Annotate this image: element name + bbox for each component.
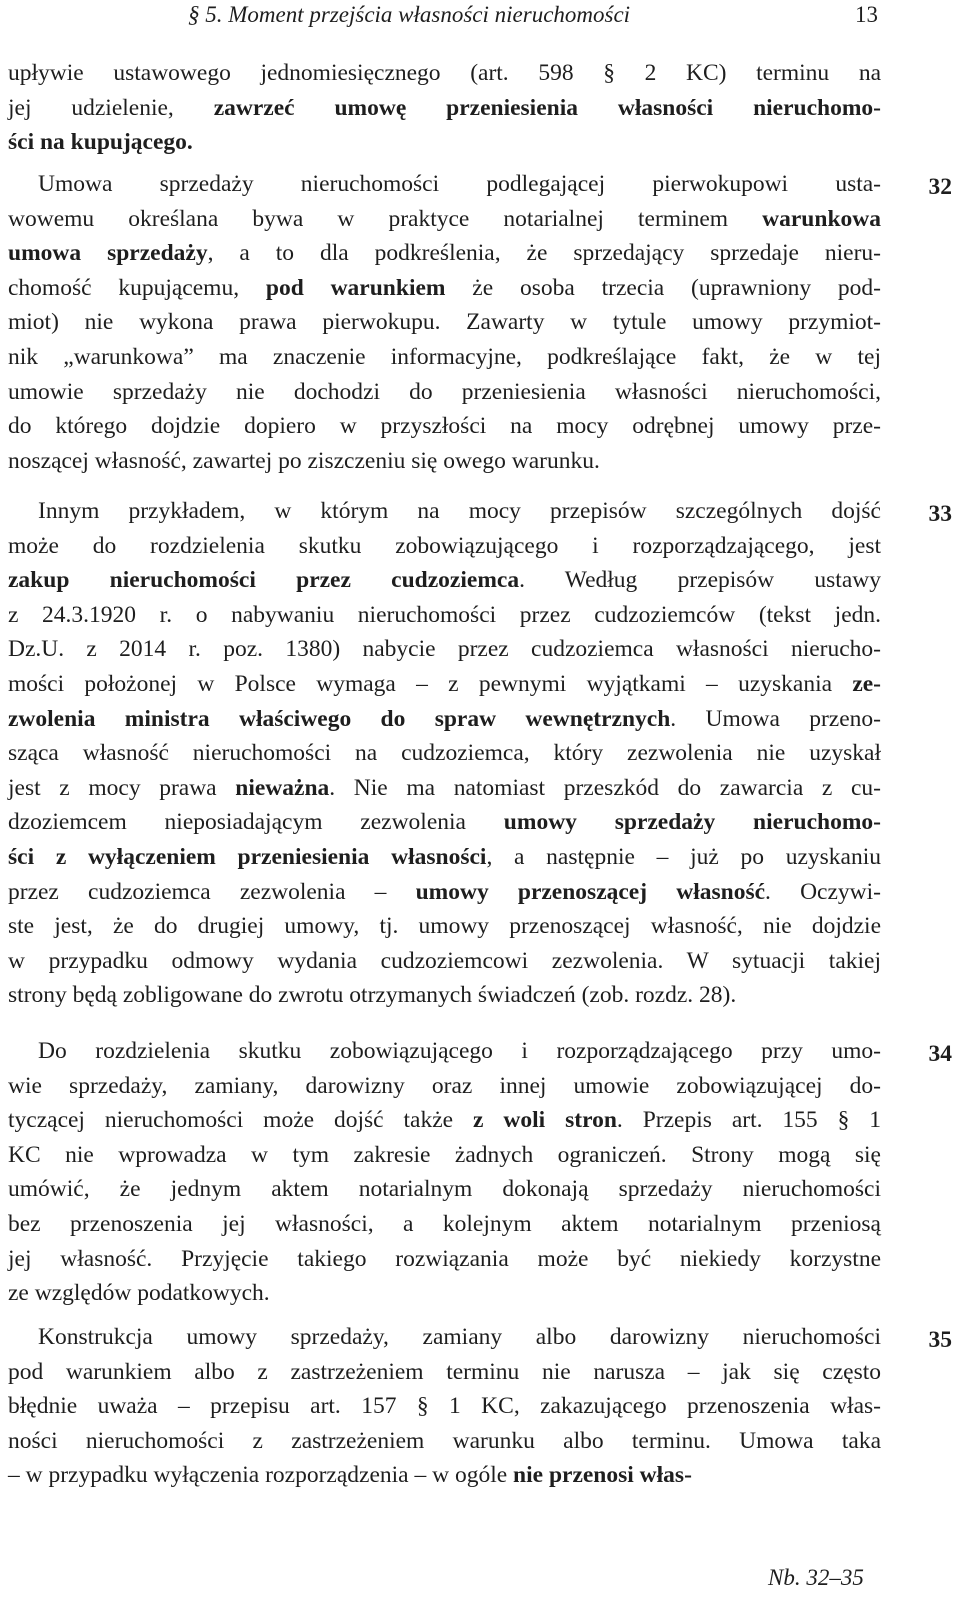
text-line bbox=[8, 93, 881, 123]
text-run: ności nieruchomości z zastrzeżeniem warunku albo terminu. Umowa taka bbox=[8, 1427, 881, 1454]
text-run: chomość kupującemu, bbox=[8, 274, 266, 301]
text-run: do którego dojdzie dopiero w przyszłości na mocy odrębnej umowy prze- bbox=[8, 413, 881, 440]
text-line bbox=[8, 1426, 881, 1456]
bold-term: umowa sprzedaży bbox=[8, 240, 208, 267]
text-run: ste jest, że do drugiej umowy, tj. umowy przenoszącej własność, nie dojdzie bbox=[8, 913, 881, 940]
text-run: jej udzielenie, bbox=[8, 94, 214, 121]
text-run: , a to dla podkreślenia, że sprzedający sprzedaje nieru- bbox=[207, 240, 881, 267]
text-line bbox=[8, 980, 881, 1010]
text-line bbox=[8, 842, 881, 872]
bold-term: umowy sprzedaży nieruchomo- bbox=[503, 809, 881, 836]
text-line bbox=[8, 807, 881, 837]
text-run: – w przypadku wyłączenia rozporządzenia – w ogóle bbox=[8, 1462, 514, 1489]
text-line bbox=[8, 877, 881, 907]
text-run: noszącej własność, zawartej po ziszczeniu się owego warunku. bbox=[8, 447, 600, 474]
text-line bbox=[8, 238, 881, 268]
text-line bbox=[8, 1105, 881, 1135]
text-run: strony będą zobligowane do zwrotu otrzymanych świadczeń (zob. rozdz. 28). bbox=[8, 982, 737, 1009]
page-number: 13 bbox=[855, 2, 878, 27]
text-run: wowemu określana bywa w praktyce notarialnej terminem bbox=[8, 205, 763, 232]
text-line bbox=[8, 1278, 881, 1308]
bold-term: pod warunkiem bbox=[265, 274, 446, 301]
text-line bbox=[8, 1209, 881, 1239]
text-line bbox=[8, 531, 881, 561]
text-run: Konstrukcja umowy sprzedaży, zamiany albo darowizny nieruchomości bbox=[38, 1324, 881, 1350]
text-line bbox=[8, 634, 881, 664]
text-line bbox=[8, 1460, 881, 1490]
text-run: tyczącej nieruchomości może dojść także bbox=[8, 1107, 474, 1134]
text-run: wie sprzedaży, zamiany, darowizny oraz innej umowie zobowiązującej do- bbox=[8, 1072, 881, 1099]
text-run: że osoba trzecia (uprawniony pod- bbox=[445, 274, 882, 301]
text-run: pod warunkiem albo z zastrzeżeniem terminu nie narusza – jak się często bbox=[8, 1358, 881, 1385]
text-line bbox=[8, 204, 881, 234]
text-line bbox=[8, 704, 881, 734]
text-line bbox=[8, 307, 881, 337]
text-line bbox=[8, 273, 881, 303]
text-line bbox=[8, 946, 881, 976]
text-line bbox=[8, 1140, 881, 1170]
bold-term: ści na kupującego. bbox=[8, 129, 193, 156]
bold-term: ze- bbox=[852, 671, 881, 697]
text-run: , a następnie – już po uzyskaniu bbox=[486, 844, 881, 870]
text-run: mości położonej w Polsce wymaga – z pewnymi wyjątkami – uzyskania bbox=[8, 671, 853, 697]
text-run: . Przepis art. 155 § 1 bbox=[616, 1107, 882, 1134]
text-line bbox=[8, 600, 881, 630]
text-run: bez przenoszenia jej własności, a kolejnym aktem notarialnym przeniosą bbox=[8, 1211, 881, 1237]
text-line bbox=[8, 1071, 881, 1101]
text-run: z 24.3.1920 r. o nabywaniu nieruchomości przez cudzoziemców (tekst jedn. bbox=[8, 601, 881, 628]
text-line bbox=[8, 565, 881, 595]
text-run: Dz.U. z 2014 r. poz. 1380) nabycie przez cudzoziemca własności nierucho- bbox=[8, 636, 881, 663]
bold-term: umowy przenoszącej własność bbox=[415, 878, 766, 905]
text-run: w przypadku odmowy wydania cudzoziemcowi zezwolenia. W sytuacji takiej bbox=[8, 947, 881, 974]
text-run: Innym przykładem, w którym na mocy przepisów szczególnych dojść bbox=[38, 498, 881, 524]
text-line bbox=[38, 496, 881, 526]
bold-term: warunkowa bbox=[762, 205, 881, 232]
text-line bbox=[8, 1244, 881, 1274]
running-header bbox=[0, 0, 960, 40]
bold-term: zakup nieruchomości przez cudzoziemca bbox=[8, 567, 520, 594]
bold-term: nieważna bbox=[235, 774, 330, 801]
text-run: . Według przepisów ustawy bbox=[519, 567, 881, 594]
footer-marginal-range: Nb. 32–35 bbox=[768, 1565, 864, 1590]
text-run: . Oczywi- bbox=[765, 878, 881, 905]
margin-number: 34 bbox=[928, 1041, 952, 1067]
bold-term: ści z wyłączeniem przeniesienia własności bbox=[8, 844, 487, 870]
text-run: umówić, że jednym aktem notarialnym dokonają sprzedaży nieruchomości bbox=[8, 1176, 881, 1203]
text-line bbox=[8, 342, 881, 372]
text-run: KC nie wprowadza w tym zakresie żadnych ograniczeń. Strony mogą się bbox=[8, 1141, 881, 1168]
margin-number: 35 bbox=[928, 1327, 952, 1353]
bold-term: z woli stron bbox=[473, 1107, 617, 1134]
text-line bbox=[8, 1357, 881, 1387]
text-run: . Umowa przeno- bbox=[670, 705, 881, 732]
text-line bbox=[38, 1036, 881, 1066]
text-line bbox=[8, 669, 881, 699]
text-run: miot) nie wykona prawa pierwokupu. Zawarty w tytule umowy przymiot- bbox=[8, 309, 881, 336]
text-run: dzoziemcem nieposiadającym zezwolenia bbox=[8, 809, 504, 836]
text-run: . Nie ma natomiast przeszkód do zawarcia z cu- bbox=[329, 774, 881, 801]
text-line bbox=[8, 446, 881, 476]
text-run: jej własność. Przyjęcie takiego rozwiązania może być niekiedy korzystne bbox=[8, 1245, 881, 1272]
text-line bbox=[8, 127, 881, 157]
text-line bbox=[8, 773, 881, 803]
text-run: sząca własność nieruchomości na cudzoziemca, który zezwolenia nie uzyskał bbox=[8, 740, 881, 767]
text-run: błędnie uważa – przepisu art. 157 § 1 KC, zakazującego przenoszenia włas- bbox=[8, 1393, 881, 1420]
bold-term: nie przenosi włas- bbox=[513, 1462, 692, 1489]
text-run: upływie ustawowego jednomiesięcznego (art. 598 § 2 KC) terminu na bbox=[8, 60, 881, 86]
text-line bbox=[8, 911, 881, 941]
text-line bbox=[38, 169, 881, 199]
text-line bbox=[8, 1174, 881, 1204]
text-line bbox=[8, 411, 881, 441]
bold-term: zwolenia ministra właściwego do spraw wewnętrznych bbox=[8, 705, 671, 732]
bold-term: zawrzeć umowę przeniesienia własności nieruchomo- bbox=[213, 94, 881, 121]
text-run: przez cudzoziemca zezwolenia – bbox=[8, 878, 416, 905]
text-run: jest z mocy prawa bbox=[8, 774, 236, 801]
text-run: Umowa sprzedaży nieruchomości podlegającej pierwokupowi usta- bbox=[38, 171, 881, 197]
text-run: ze względów podatkowych. bbox=[8, 1280, 270, 1307]
margin-number: 32 bbox=[928, 174, 952, 200]
text-line bbox=[8, 58, 881, 88]
text-line bbox=[8, 738, 881, 768]
text-run: nik „warunkowa” ma znaczenie informacyjne, podkreślające fakt, że w tej bbox=[8, 344, 881, 370]
text-run: umowie sprzedaży nie dochodzi do przeniesienia własności nieruchomości, bbox=[8, 378, 881, 405]
text-run: Do rozdzielenia skutku zobowiązującego i rozporządzającego przy umo- bbox=[38, 1038, 881, 1064]
running-title: § 5. Moment przejścia własności nieruchomości bbox=[188, 2, 631, 27]
margin-number: 33 bbox=[928, 501, 952, 527]
text-line bbox=[8, 1391, 881, 1421]
text-line bbox=[38, 1322, 881, 1352]
text-line bbox=[8, 377, 881, 407]
text-run: może do rozdzielenia skutku zobowiązującego i rozporządzającego, jest bbox=[8, 532, 881, 559]
